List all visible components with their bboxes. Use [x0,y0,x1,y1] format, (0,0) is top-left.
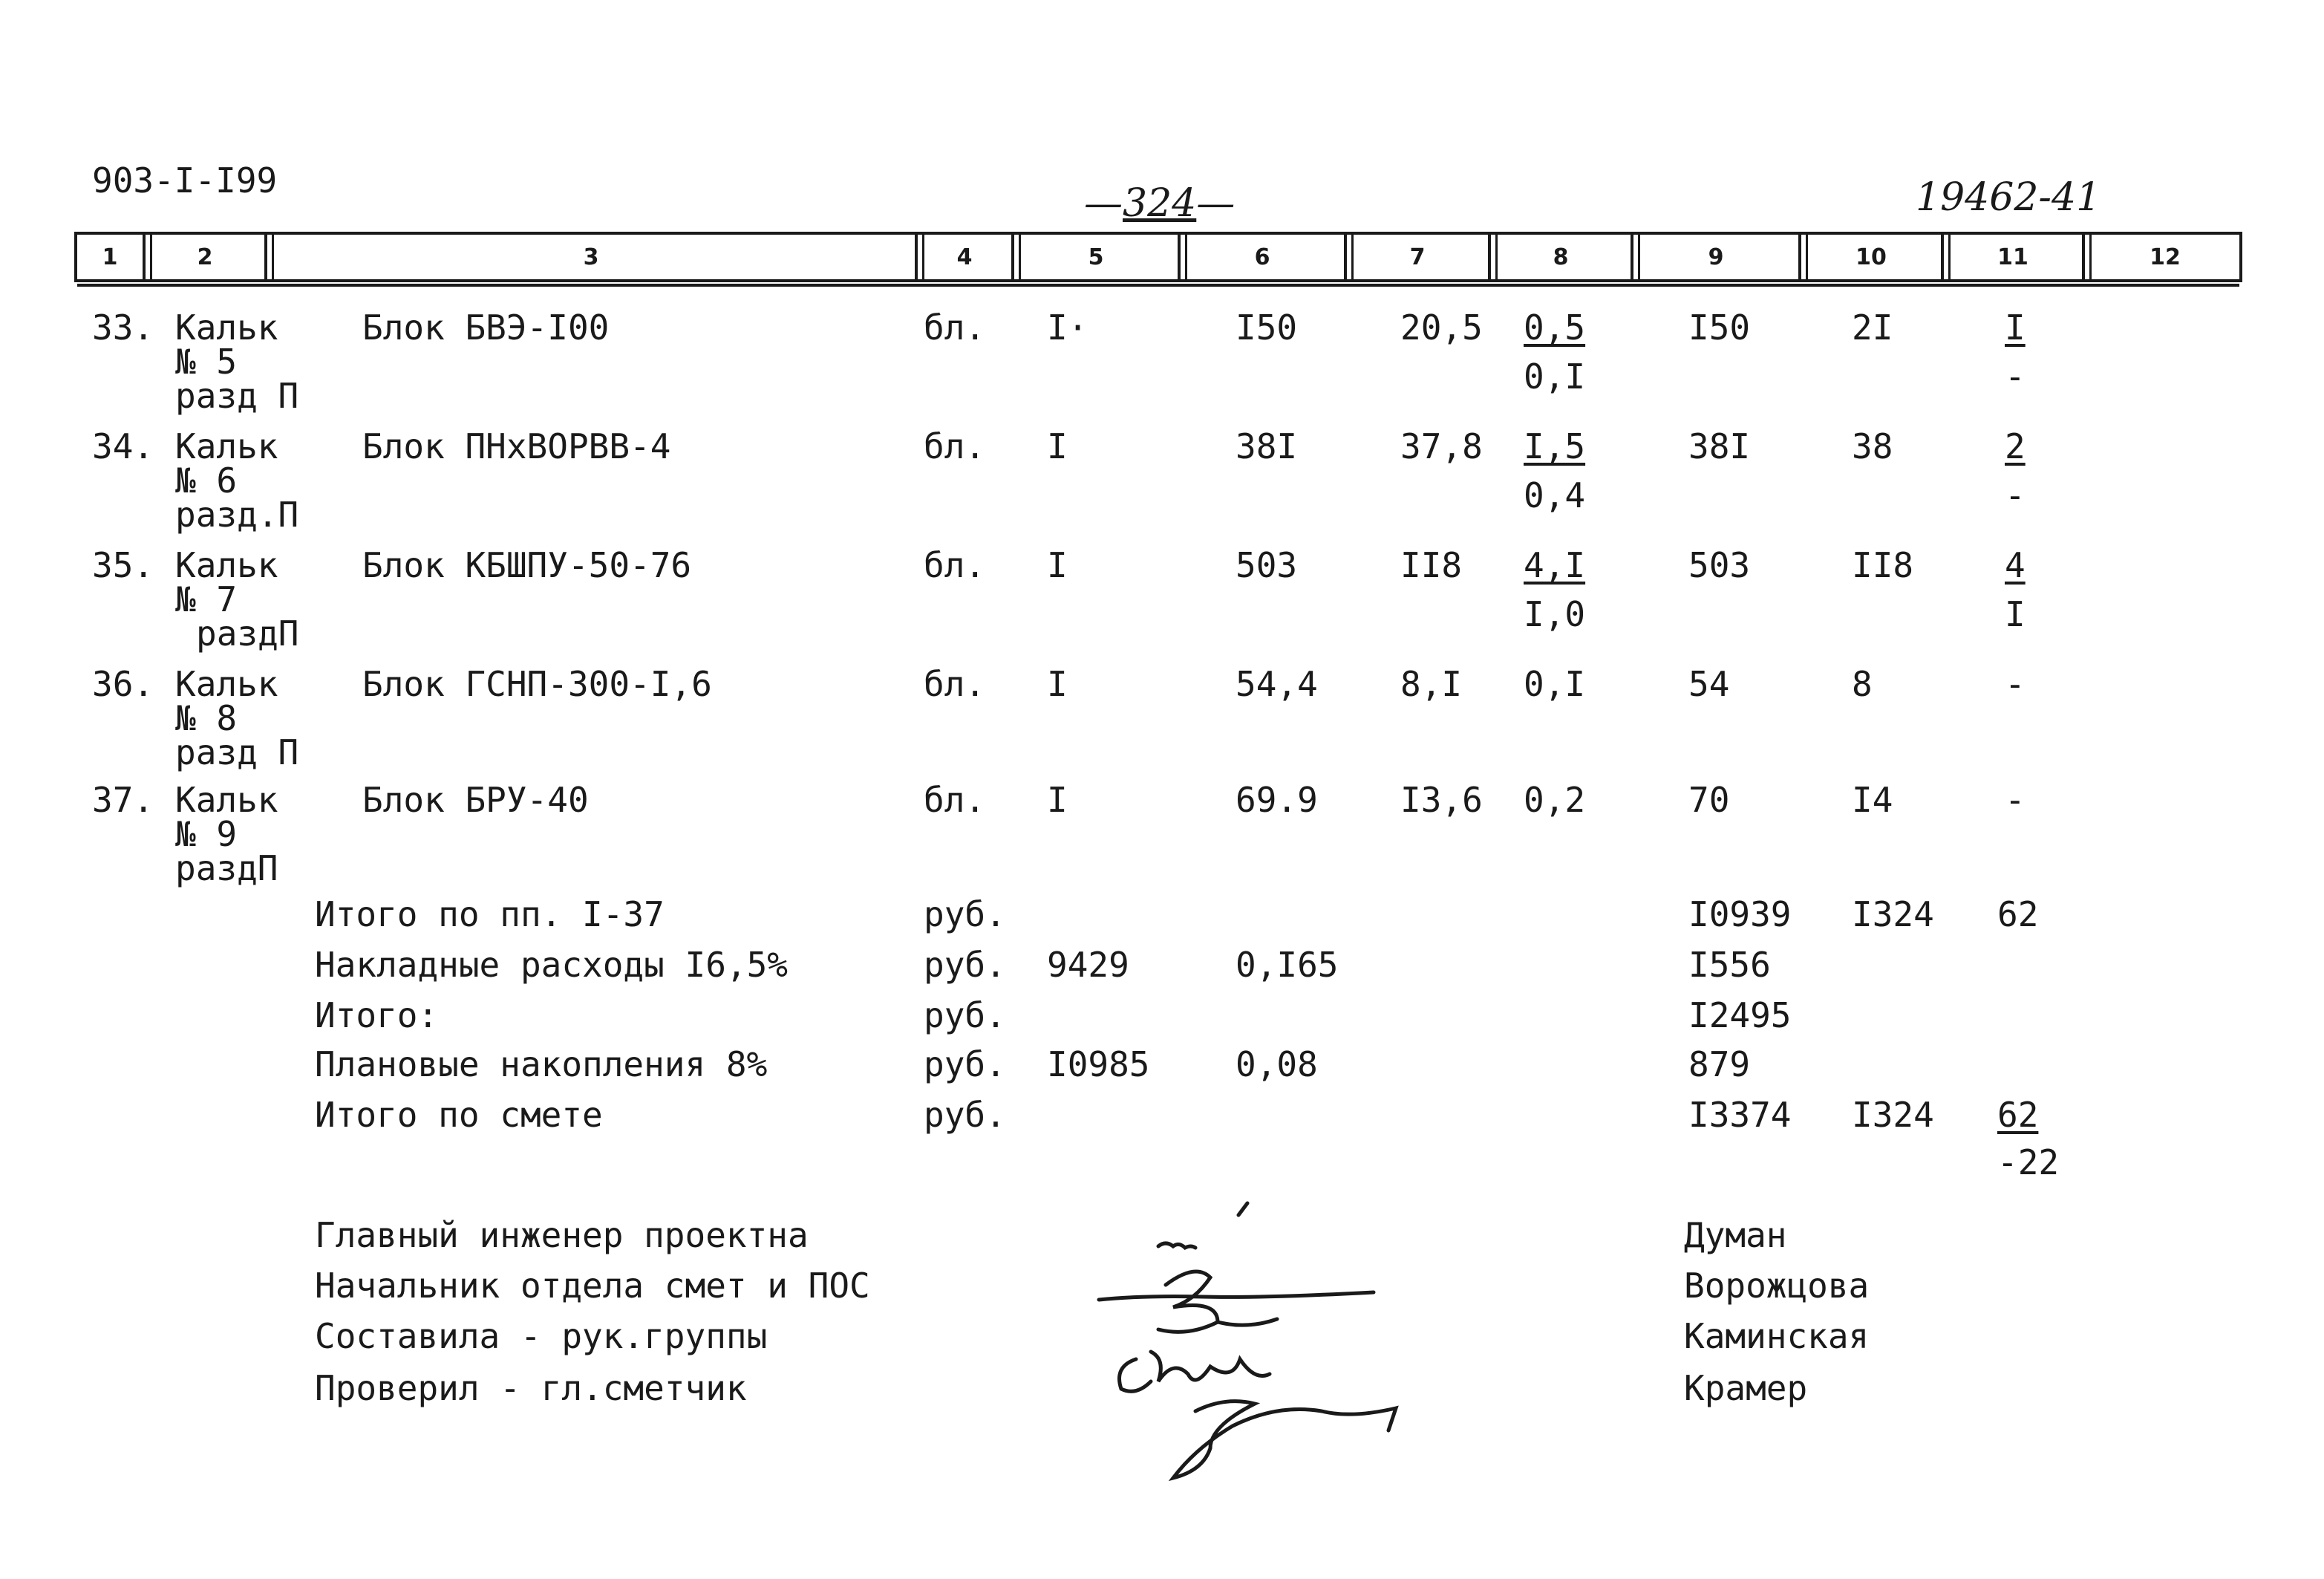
column-8-top: 4,I [1524,545,1586,585]
row-reference-line: № 7 [175,579,238,619]
signatory-name: Думан [1684,1215,1787,1255]
quantity-cell: I [1047,664,1068,704]
summary-label: Накладные расходы I6,5% [315,945,788,985]
column-8-bottom: 0,4 [1524,475,1586,515]
signature-role: Начальник отдела смет и ПОС [315,1266,870,1306]
column-11-bottom: - [2005,475,2026,515]
signature-2 [1158,1272,1277,1332]
unit-price-cell: 69.9 [1236,780,1318,820]
column-11-top: 2 [2005,426,2026,466]
column-header-12: 12 [2082,235,2245,279]
row-reference-line: № 6 [175,460,238,501]
summary-unit: руб. [924,1044,1006,1084]
item-name: Блок БРУ-40 [362,780,589,820]
wage-cell: II8 [1400,545,1463,585]
column-11-top: - [2005,664,2026,704]
row-reference-line: № 9 [175,814,238,854]
page-number-value: 324 [1123,181,1197,226]
summary-unit: руб. [924,945,1006,985]
summary-wage: I324 [1852,894,1934,934]
column-11-bottom: I [2005,594,2026,634]
wage-cell: 8,I [1400,664,1463,704]
summary-label: Плановые накопления 8% [315,1044,768,1084]
wage-cell: I3,6 [1400,780,1483,820]
column-header-5: 5 [1011,235,1178,279]
unit-cell: бл. [924,426,986,466]
summary-wage: I324 [1852,1095,1934,1135]
total-cost-cell: 38I [1688,426,1751,466]
row-reference-line: разд.П [175,495,299,535]
unit-price-cell: 503 [1236,545,1298,585]
total-cost-cell: 70 [1688,780,1730,820]
signatory-name: Каминская [1684,1316,1870,1356]
total-wage-cell: I4 [1852,780,1893,820]
row-reference-line: Кальк [175,664,278,704]
row-reference-line: № 5 [175,342,238,382]
document-code: 903-I-I99 [92,160,278,201]
row-reference-line: разд П [175,732,299,772]
column-8-top: 0,2 [1524,780,1586,820]
column-header-band [74,232,2242,282]
summary-unit: руб. [924,1095,1006,1135]
summary-unit: руб. [924,894,1006,934]
quantity-cell: I [1047,426,1068,466]
column-8-bottom: 0,I [1524,357,1586,397]
row-reference-line: Кальк [175,307,278,348]
column-header-3: 3 [264,235,915,279]
summary-total: I0939 [1688,894,1792,934]
quantity-cell: I [1047,545,1068,585]
signatory-name: Крамер [1684,1368,1808,1408]
column-header-2: 2 [143,235,264,279]
wage-cell: 20,5 [1400,307,1483,348]
column-11-top: I [2005,307,2026,348]
row-reference-line: Кальк [175,545,278,585]
item-name: Блок КБШПУ-50-76 [362,545,692,585]
summary-base: I0985 [1047,1044,1150,1084]
column-8-top: 0,5 [1524,307,1586,348]
total-wage-cell: II8 [1852,545,1914,585]
unit-price-cell: 38I [1236,426,1298,466]
item-name: Блок БВЭ-I00 [362,307,610,348]
column-8-top: I,5 [1524,426,1586,466]
row-reference-line: № 8 [175,698,238,738]
total-cost-cell: 54 [1688,664,1730,704]
column-header-9: 9 [1631,235,1798,279]
summary-column-11: 62 [1997,894,2039,934]
signature-role: Проверил - гл.сметчик [315,1368,747,1408]
unit-cell: бл. [924,664,986,704]
row-number: 36. [92,664,154,704]
handwritten-reference: 19462-41 [1916,175,2101,220]
column-11-top: - [2005,780,2026,820]
unit-cell: бл. [924,307,986,348]
total-wage-cell: 38 [1852,426,1893,466]
summary-label: Итого по пп. I-37 [315,894,665,934]
row-reference-line: разд П [175,376,299,416]
summary-rate: 0,08 [1236,1044,1318,1084]
summary-total: 879 [1688,1044,1751,1084]
column-8-bottom: I,0 [1524,594,1586,634]
unit-cell: бл. [924,545,986,585]
row-reference-line: раздП [196,613,299,654]
signature-4 [1173,1401,1396,1478]
total-cost-cell: 503 [1688,545,1751,585]
signature-3 [1120,1352,1270,1391]
column-header-8: 8 [1488,235,1631,279]
handwritten-signatures [1069,1188,1440,1485]
summary-unit: руб. [924,995,1006,1035]
quantity-cell: I [1047,780,1068,820]
row-number: 34. [92,426,154,466]
column-header-4: 4 [915,235,1011,279]
summary-label: Итого по смете [315,1095,603,1135]
row-number: 37. [92,780,154,820]
signature-1 [1099,1203,1374,1300]
column-header-6: 6 [1178,235,1344,279]
column-header-1: 1 [102,244,118,270]
item-name: Блок ПНхВОРВВ-4 [362,426,671,466]
row-reference-line: раздП [175,848,278,888]
unit-cell: бл. [924,780,986,820]
summary-label: Итого: [315,995,439,1035]
summary-base: 9429 [1047,945,1129,985]
item-name: Блок ГСНП-300-I,6 [362,664,712,704]
signature-role: Составила - рук.группы [315,1316,768,1356]
total-cost-cell: I50 [1688,307,1751,348]
column-header-11: 11 [1941,235,2082,279]
row-number: 35. [92,545,154,585]
signature-role: Главный инженер проектна [315,1215,809,1255]
row-reference-line: Кальк [175,426,278,466]
column-11-bottom: - [2005,357,2026,397]
unit-price-cell: 54,4 [1236,664,1318,704]
summary-column-11: 62 [1997,1095,2039,1135]
page-number: —324— [1084,181,1236,226]
summary-total: I556 [1688,945,1771,985]
quantity-cell: I· [1047,307,1088,348]
column-11-top: 4 [2005,545,2026,585]
total-wage-cell: 8 [1852,664,1873,704]
row-number: 33. [92,307,154,348]
column-header-7: 7 [1344,235,1488,279]
summary-total: I3374 [1688,1095,1792,1135]
row-reference-line: Кальк [175,780,278,820]
total-wage-cell: 2I [1852,307,1893,348]
column-8-top: 0,I [1524,664,1586,704]
unit-price-cell: I50 [1236,307,1298,348]
wage-cell: 37,8 [1400,426,1483,466]
column-header-10: 10 [1798,235,1941,279]
summary-rate: 0,I65 [1236,945,1339,985]
summary-column-11-below: -22 [1997,1142,2060,1182]
signatory-name: Ворожцова [1684,1266,1870,1306]
summary-total: I2495 [1688,995,1792,1035]
